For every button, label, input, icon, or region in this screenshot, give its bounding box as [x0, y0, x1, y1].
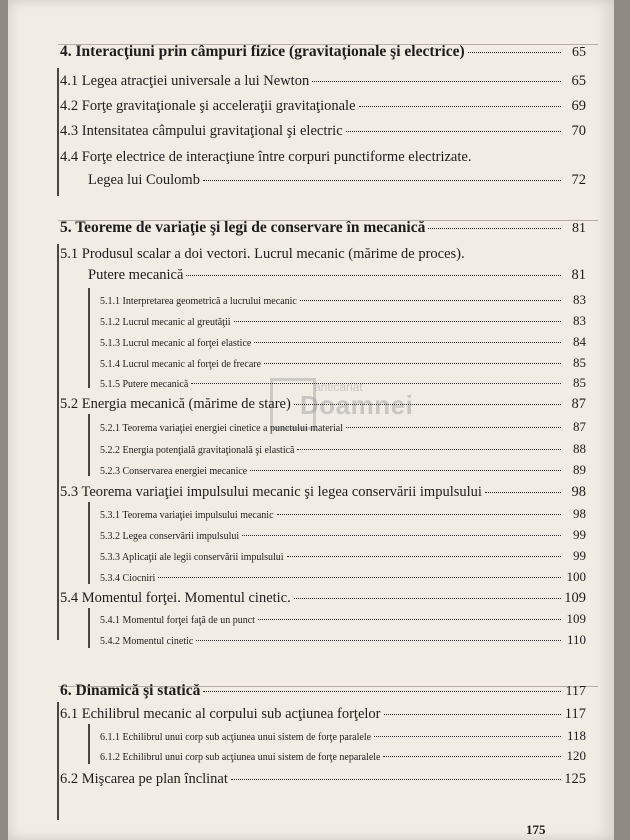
section-title-line1: 4.4 Forţe electrice de interacţiune între corpuri punctiforme electrizate.	[60, 149, 472, 165]
subsection-title: 5.2.2 Energia potenţială gravitaţională şi elastică	[100, 445, 295, 456]
toc-subsection-5-4-1[interactable]	[8, 611, 614, 627]
subsection-title: 5.3.1 Teorema variaţiei impulsului mecanic	[100, 510, 274, 521]
leader-dots	[231, 779, 561, 780]
section-title-line1: 5.1 Produsul scalar a doi vectori. Lucrul mecanic (mărime de proces).	[60, 246, 465, 262]
section-title: 5.4 Momentul forţei. Momentul cinetic.	[60, 590, 291, 606]
subsection-page: 118	[566, 728, 586, 743]
toc-subsection-5-1-4[interactable]	[8, 355, 614, 371]
subsection-page: 110	[566, 632, 586, 647]
toc-section-5-3[interactable]	[8, 484, 614, 501]
subsection-page: 99	[573, 548, 586, 563]
leader-dots	[234, 321, 561, 322]
subsection-page: 84	[573, 334, 586, 349]
toc-section-5-1-line2[interactable]	[8, 267, 614, 284]
leader-dots	[254, 342, 561, 343]
leader-dots	[300, 300, 561, 301]
section-page: 87	[571, 396, 586, 412]
section-title: 5.3 Teorema variaţiei impulsului mecanic şi legea conservării impulsului	[60, 484, 482, 500]
toc-section-4-4-line2[interactable]	[8, 172, 614, 189]
section-title-line2: Legea lui Coulomb	[88, 172, 200, 188]
chapter-6-title: 6. Dinamică şi statică	[60, 682, 201, 699]
subsection-title: 5.3.2 Legea conservării impulsului	[100, 531, 240, 542]
watermark-small-text: anticariat	[314, 380, 363, 394]
toc-section-4-4-line1[interactable]	[8, 149, 614, 166]
leader-dots	[359, 106, 561, 107]
toc-section-4-2[interactable]	[8, 98, 614, 115]
section-page: 98	[571, 484, 586, 500]
leader-dots	[242, 535, 561, 536]
leader-dots	[250, 470, 561, 471]
subsection-title: 5.1.2 Lucrul mecanic al greutăţii	[100, 317, 231, 328]
subsection-title: 5.3.3 Aplicaţii ale legii conservării impulsului	[100, 552, 284, 563]
section-page: 125	[564, 771, 586, 787]
leader-dots	[203, 180, 561, 181]
leader-dots	[468, 52, 561, 53]
leader-dots	[312, 81, 561, 82]
subsection-title: 5.1.1 Interpretarea geometrică a lucrului mecanic	[100, 296, 297, 307]
toc-section-5-1-line1[interactable]	[8, 246, 614, 263]
subsection-title: 6.1.1 Echilibrul unui corp sub acţiunea unui sistem de forţe paralele	[100, 732, 372, 743]
leader-dots	[191, 383, 561, 384]
section-page: 72	[571, 172, 586, 188]
section-page: 109	[564, 590, 586, 606]
toc-subsection-5-4-2[interactable]	[8, 632, 614, 648]
chapter-5-title: 5. Teoreme de variaţie şi legi de conservare în mecanică	[60, 219, 426, 236]
book-page	[8, 0, 614, 840]
section-page: 65	[571, 73, 586, 89]
leader-dots	[196, 640, 561, 641]
subsection-page: 89	[573, 462, 586, 477]
leader-dots	[383, 756, 561, 757]
section-page: 117	[564, 706, 586, 722]
section-title-line2: Putere mecanică	[88, 267, 184, 283]
toc-section-4-1[interactable]	[8, 73, 614, 90]
toc-subsection-5-2-1[interactable]	[8, 419, 614, 435]
subsection-page: 98	[573, 506, 586, 521]
leader-dots	[346, 131, 561, 132]
subsection-page: 87	[573, 419, 586, 434]
toc-chapter-6[interactable]	[8, 682, 614, 700]
section-page: 70	[571, 123, 586, 139]
leader-dots	[203, 691, 561, 692]
subsection-page: 83	[573, 292, 586, 307]
section-title: 4.3 Intensitatea câmpului gravitaţional şi electric	[60, 123, 343, 139]
toc-section-5-4[interactable]	[8, 590, 614, 607]
section-title: 5.2 Energia mecanică (mărime de stare)	[60, 396, 291, 412]
section-title: 4.1 Legea atracţiei universale a lui Newton	[60, 73, 310, 89]
toc-subsection-5-1-1[interactable]	[8, 292, 614, 308]
toc-subsection-5-1-2[interactable]	[8, 313, 614, 329]
toc-chapter-5[interactable]	[8, 219, 614, 237]
toc-section-4-3[interactable]	[8, 123, 614, 140]
subsection-title: 6.1.2 Echilibrul unui corp sub acţiunea unui sistem de forţe neparalele	[100, 752, 381, 763]
chapter-4-page: 65	[572, 45, 586, 60]
leader-dots	[294, 598, 561, 599]
section-title: 6.1 Echilibrul mecanic al corpului sub acţiunea forţelor	[60, 706, 381, 722]
toc-subsection-5-3-3[interactable]	[8, 548, 614, 564]
subsection-title: 5.2.1 Teorema variaţiei energiei cinetice a punctului material	[100, 423, 343, 434]
subsection-title: 5.2.3 Conservarea energiei mecanice	[100, 466, 248, 477]
chapter-4-title: 4. Interacţiuni prin câmpuri fizice (gravitaţionale şi electrice)	[60, 43, 465, 60]
subsection-page: 109	[566, 611, 586, 626]
leader-dots	[186, 275, 561, 276]
toc-subsection-5-2-3[interactable]	[8, 462, 614, 478]
subsection-page: 85	[573, 375, 586, 390]
leader-dots	[374, 736, 561, 737]
toc-subsection-5-3-1[interactable]	[8, 506, 614, 522]
leader-dots	[287, 556, 561, 557]
toc-subsection-5-3-2[interactable]	[8, 527, 614, 543]
leader-dots	[384, 714, 562, 715]
subsection-title: 5.1.3 Lucrul mecanic al forţei elastice	[100, 338, 252, 349]
leader-dots	[158, 577, 561, 578]
page-number: 175	[526, 822, 546, 837]
subsection-page: 120	[566, 748, 586, 763]
leader-dots	[264, 363, 561, 364]
leader-dots	[294, 404, 561, 405]
leader-dots	[297, 449, 561, 450]
subsection-page: 100	[566, 569, 586, 584]
subsection-page: 88	[573, 441, 586, 456]
subsection-title: 5.3.4 Ciocniri	[100, 573, 156, 584]
toc-subsection-6-1-2[interactable]	[8, 748, 614, 764]
subsection-title: 5.4.1 Momentul forţei faţă de un punct	[100, 615, 255, 626]
subsection-title: 5.4.2 Momentul cinetic	[100, 636, 194, 647]
toc-chapter-4[interactable]	[8, 43, 614, 61]
leader-dots	[485, 492, 561, 493]
subsection-page: 85	[573, 355, 586, 370]
subsection-title: 5.1.4 Lucrul mecanic al forţei de frecare	[100, 359, 262, 370]
section-title: 6.2 Mişcarea pe plan înclinat	[60, 771, 228, 787]
toc-section-5-2[interactable]	[8, 396, 614, 413]
watermark-big-text: Doamnei	[300, 390, 414, 420]
leader-dots	[258, 619, 561, 620]
chapter-6-page: 117	[565, 684, 586, 699]
toc-section-6-2[interactable]	[8, 771, 614, 788]
subsection-page: 83	[573, 313, 586, 328]
leader-dots	[346, 427, 561, 428]
toc-subsection-6-1-1[interactable]	[8, 728, 614, 744]
chapter-5-page: 81	[572, 221, 586, 236]
toc-subsection-5-2-2[interactable]	[8, 441, 614, 457]
toc-subsection-5-1-5[interactable]	[8, 375, 614, 391]
toc-subsection-5-1-3[interactable]	[8, 334, 614, 350]
toc-subsection-5-3-4[interactable]	[8, 569, 614, 585]
section-title: 4.2 Forţe gravitaţionale şi acceleraţii gravitaţionale	[60, 98, 356, 114]
leader-dots	[277, 514, 561, 515]
toc-section-6-1[interactable]	[8, 706, 614, 723]
subsection-page: 99	[573, 527, 586, 542]
section-page: 69	[571, 98, 586, 114]
leader-dots	[428, 228, 561, 229]
subsection-title: 5.1.5 Putere mecanică	[100, 379, 189, 390]
section-page: 81	[571, 267, 586, 283]
